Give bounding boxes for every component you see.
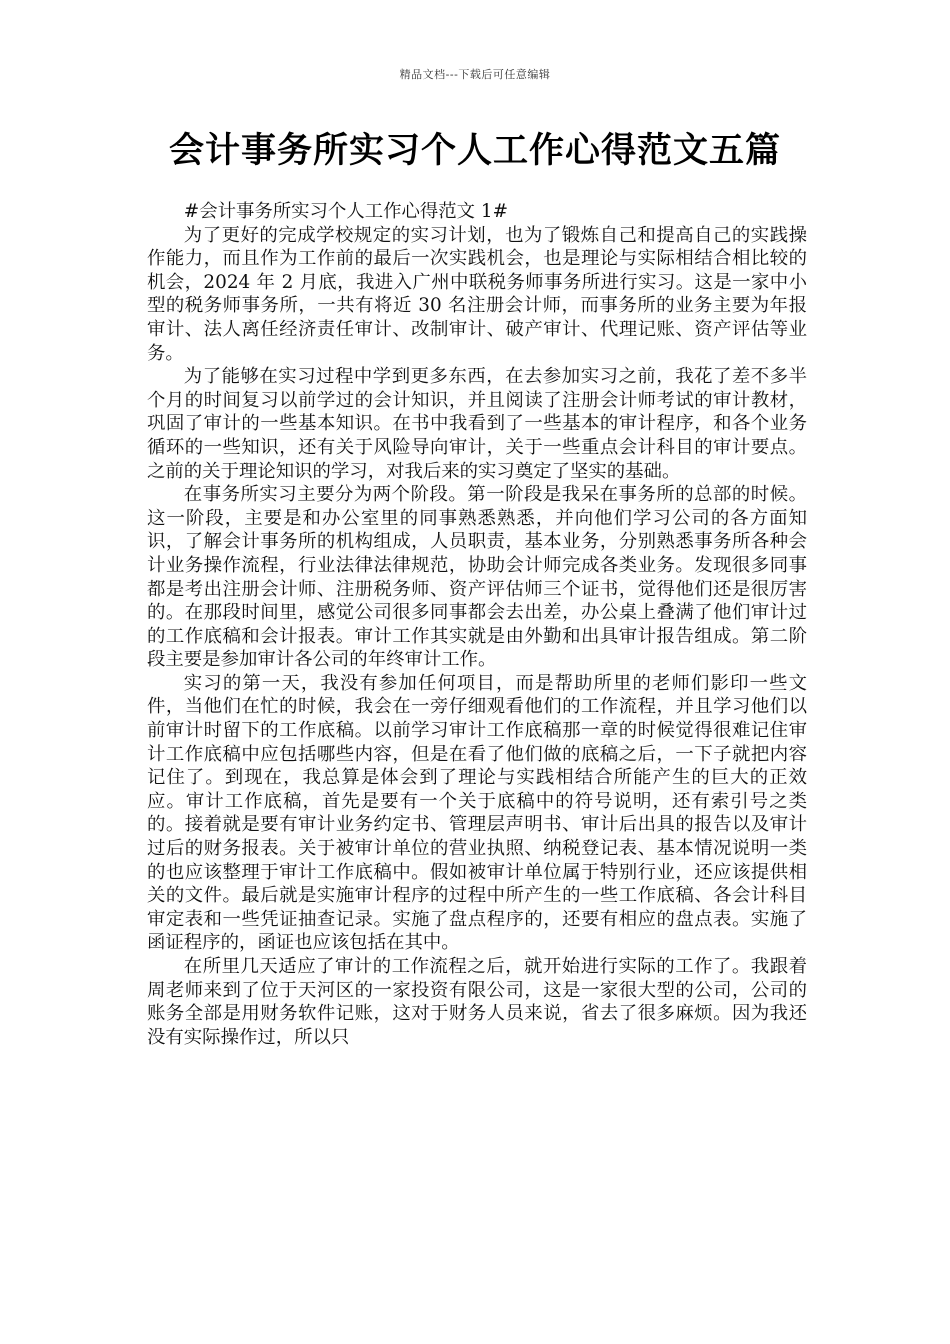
section-heading: #会计事务所实习个人工作心得范文 1# [183,201,509,222]
header-note: 精品文档---下载后可任意编辑 [399,68,551,81]
paragraph: 实习的第一天，我没有参加任何项目，而是帮助所里的老师们影印一些文件，当他们在忙的时候，我会在一旁仔细观看他们的工作流程，并且学习他们以前审计时留下的工作底稿。以前学习审计工作底稿那一章的时候觉得很难记住审计工作底稿中应包括哪些内容，但是在看了他们做的底稿之后，一下子就把内容记住了。到现在，我总算是体会到了理论与实践相结合所能产生的巨大的正效应。审计工作底稿，首先是要有一个关于底稿中的符号说明，还有索引号之类的。接着就是要有审计业务约定书、管理层声明书、审计后出具的报告以及审计过后的财务报表。关于被审计单位的营业执照、纳税登记表、基本情况说明一类的也应该整理于审计工作底稿中。假如被审计单位属于特别行业，还应该提供相关的文件。最后就是实施审计程序的过程中所产生的一些工作底稿、各会计科目审定表和一些凭证抽查记录。实施了盘点程序的，还要有相应的盘点表。实施了函证程序的，函证也应该包括在其中。 [147,672,807,954]
paragraph: 在事务所实习主要分为两个阶段。第一阶段是我呆在事务所的总部的时候。这一阶段，主要是和办公室里的同事熟悉熟悉，并向他们学习公司的各方面知识，了解会计事务所的机构组成，人员职责，基本业务，分别熟悉事务所各种会计业务操作流程，行业法律法律规范，协助会计师完成各类业务。发现很多同事都是考出注册会计师、注册税务师、资产评估师三个证书，觉得他们还是很厉害的。在那段时间里，感觉公司很多同事都会去出差，办公桌上叠满了他们审计过的工作底稿和会计报表。审计工作其实就是由外勤和出具审计报告组成。第二阶段主要是参加审计各公司的年终审计工作。 [147,484,807,671]
paragraph: 为了能够在实习过程中学到更多东西，在去参加实习之前，我花了差不多半个月的时间复习以前学过的会计知识，并且阅读了注册会计师考试的审计教材，巩固了审计的一些基本知识。在书中我看到了一些基本的审计程序，和各个业务循环的一些知识，还有关于风险导向审计，关于一些重点会计科目的审计要点。之前的关于理论知识的学习，对我后来的实习奠定了坚实的基础。 [147,366,807,482]
paragraph: 为了更好的完成学校规定的实习计划，也为了锻炼自己和提高自己的实践操作能力，而且作为工作前的最后一次实践机会，也是理论与实际相结合相比较的机会，2024 年 2 月底，我进入广州中联税务师事务所进行实习。这是一家中小型的税务师事务所，一共有将近 30 名注册会计师，而事务所的业务主要为年报审计、法人离任经济责任审计、改制审计、破产审计、代理记账、资产评估等业务。 [147,224,807,364]
document-body [147,200,807,1049]
paragraph: 在所里几天适应了审计的工作流程之后，就开始进行实际的工作了。我跟着周老师来到了位于天河区的一家投资有限公司，这是一家很大型的公司，公司的账务全部是用财务软件记账，这对于财务人员来说，省去了很多麻烦。因为我还没有实际操作过，所以只 [147,956,807,1048]
document-title: 会计事务所实习个人工作心得范文五篇 [168,130,781,171]
